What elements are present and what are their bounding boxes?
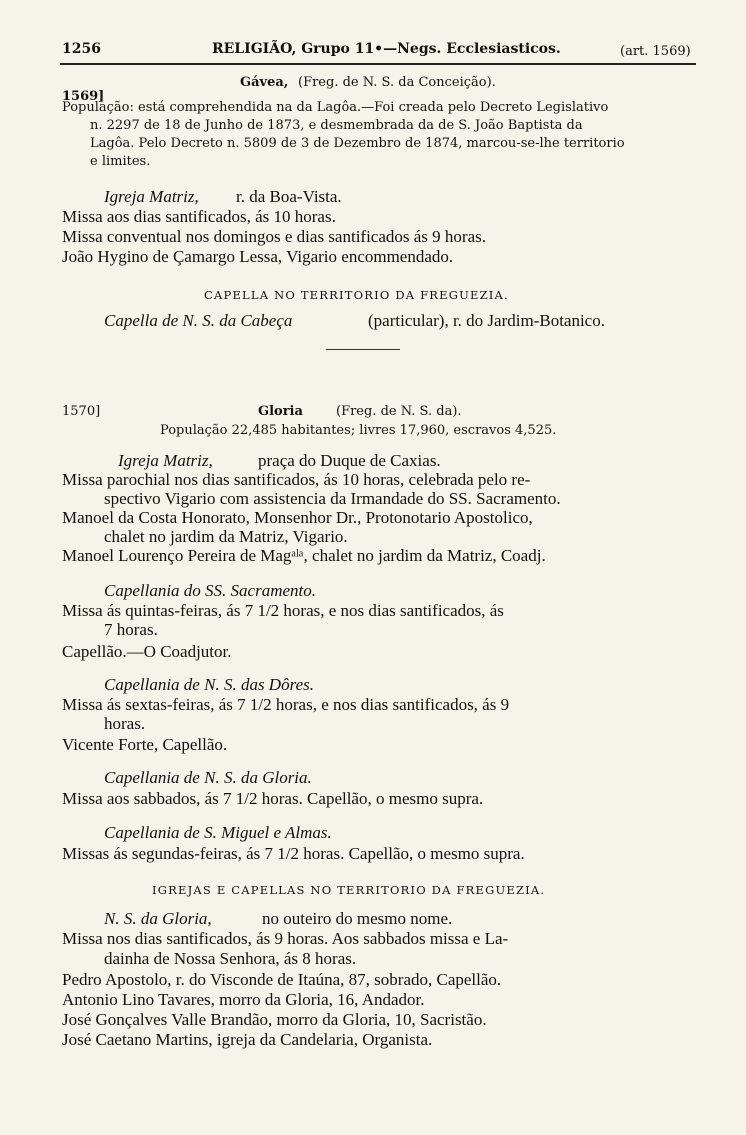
capellania-line: Capellão.—O Coadjutor. (62, 642, 232, 661)
mass-line: Missa nos dias santificados, ás 9 horas. Aos sabbados missa e La- (62, 929, 509, 948)
entry-number-1569: 1569] (62, 89, 105, 104)
capellania-line: Missa ás quintas-feiras, ás 7 1/2 horas, e nos dias santificados, ás (62, 601, 504, 620)
capellania-title: Capellania de N. S. da Gloria. (104, 768, 312, 787)
capellania-line: horas. (104, 714, 146, 733)
mass-line: Missa aos dias santificados, ás 10 horas. (62, 207, 336, 226)
capellania-line: Vicente Forte, Capellão. (62, 735, 228, 754)
capellania-title: Capellania do SS. Sacramento. (104, 581, 317, 600)
staff-line: José Caetano Martins, igreja da Candelaria, Organista. (62, 1030, 433, 1049)
capellania-title: Capellania de N. S. das Dôres. (104, 675, 314, 694)
population-line: e limites. (90, 154, 151, 169)
parish-name-gavea: Gávea, (240, 75, 289, 90)
entry-number-1570: 1570] (62, 404, 101, 419)
clergy-line: chalet no jardim da Matriz, Vigario. (104, 527, 348, 546)
capellania-line: Missas ás segundas-feiras, ás 7 1/2 horas. Capellão, o mesmo supra. (62, 844, 525, 863)
church-title: N. S. da Gloria, (104, 909, 212, 928)
mass-line: Missa conventual nos domingos e dias santificados ás 9 horas. (62, 227, 486, 246)
vigario-line: João Hygino de Çamargo Lessa, Vigario encommendado. (62, 247, 454, 266)
parish-freg-gavea: (Freg. de N. S. da Conceição). (298, 75, 496, 90)
territory-heading-gloria: IGREJAS E CAPELLAS NO TERRITORIO DA FREGUEZIA. (152, 883, 546, 897)
parish-freg-gloria: (Freg. de N. S. da). (336, 404, 462, 419)
population-gloria: População 22,485 habitantes; livres 17,960, escravos 4,525. (160, 423, 557, 438)
church-location: no outeiro do mesmo nome. (262, 909, 453, 928)
page-number: 1256 (62, 41, 101, 57)
staff-line: Antonio Lino Tavares, morro da Gloria, 16, Andador. (62, 990, 425, 1009)
running-title: RELIGIÃO, Grupo 11•—Negs. Ecclesiasticos. (212, 41, 561, 57)
staff-line: Pedro Apostolo, r. do Visconde de Itaúna, 87, sobrado, Capellão. (62, 970, 502, 989)
header-rule (60, 63, 696, 65)
clergy-line: Manoel Lourenço Pereira de Magᵃˡᵃ, chalet no jardim da Matriz, Coadj. (62, 546, 546, 565)
clergy-line: Manoel da Costa Honorato, Monsenhor Dr., Protonotario Apostolico, (62, 508, 533, 527)
mass-line: spectivo Vigario com assistencia da Irmandade do SS. Sacramento. (104, 489, 561, 508)
capellania-line: 7 horas. (104, 620, 158, 639)
article-ref: (art. 1569) (620, 44, 691, 59)
igreja-matriz-gavea: Igreja Matriz, (104, 187, 199, 206)
igreja-matriz-gloria: Igreja Matriz, (118, 451, 213, 470)
population-line: Lagôa. Pelo Decreto n. 5809 de 3 de Dezembro de 1874, marcou-se-lhe territorio (90, 136, 625, 151)
capellania-line: Missa aos sabbados, ás 7 1/2 horas. Capellão, o mesmo supra. (62, 789, 484, 808)
territory-heading-gavea: CAPELLA NO TERRITORIO DA FREGUEZIA. (204, 288, 509, 302)
capellania-line: Missa ás sextas-feiras, ás 7 1/2 horas, e nos dias santificados, ás 9 (62, 695, 510, 714)
population-line: n. 2297 de 18 de Junho de 1873, e desmembrada da de S. João Baptista da (90, 118, 583, 133)
mass-line: Missa parochial nos dias santificados, ás 10 horas, celebrada pelo re- (62, 470, 531, 489)
staff-line: José Gonçalves Valle Brandão, morro da Gloria, 10, Sacristão. (62, 1010, 487, 1029)
igreja-location-gavea: r. da Boa-Vista. (236, 187, 342, 206)
population-line: População: está comprehendida na da Lagôa.—Foi creada pelo Decreto Legislativo (62, 100, 609, 115)
capella-name: Capella de N. S. da Cabeça (104, 311, 293, 330)
parish-name-gloria: Gloria (258, 404, 303, 419)
capellania-title: Capellania de S. Miguel e Almas. (104, 823, 332, 842)
igreja-location-gloria: praça do Duque de Caxias. (258, 451, 441, 470)
section-divider (326, 349, 400, 350)
capella-location: (particular), r. do Jardim-Botanico. (368, 311, 605, 330)
mass-line: dainha de Nossa Senhora, ás 8 horas. (104, 949, 357, 968)
